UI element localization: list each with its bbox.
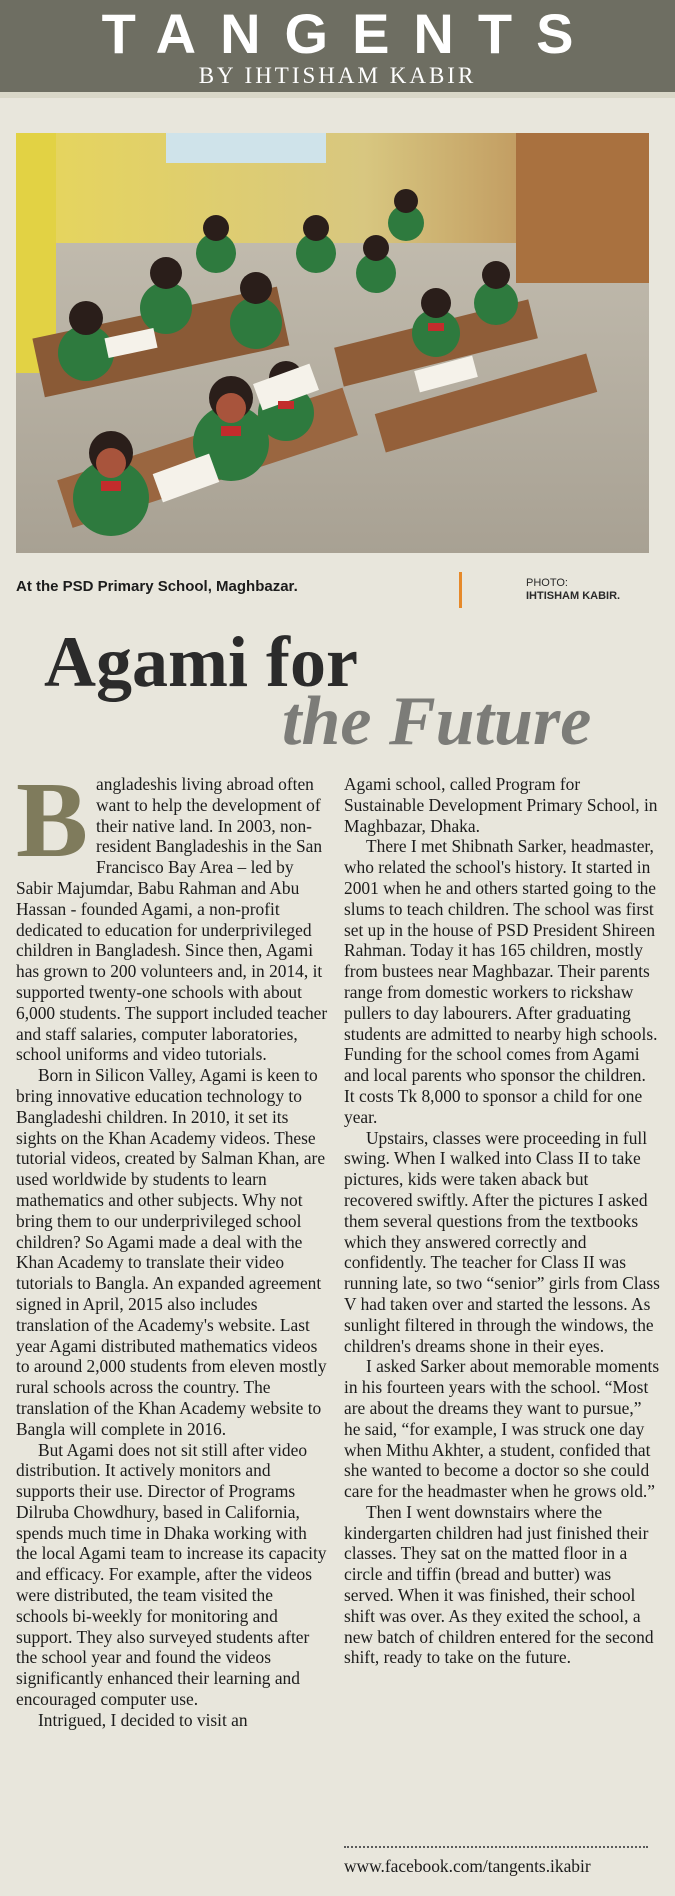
drop-cap: B [16,761,89,880]
headline-line-2: the Future [282,683,592,760]
article-paragraph: There I met Shibnath Sarker, headmaster, who related the school's history. It started in 2001 when he and others started going to the slums to teach children. The school was first set up in the house of PSD President Shireen Rahman. Today it has 165 children, mostly from bustees near Maghbazar. Their parents range from domestic workers to rickshaw pullers to day labourers. After graduating students are admitted to nearby high schools. Funding for the school comes from Agami and local parents who sponsor the children. It costs Tk 8,000 to sponsor a child for one year. [344,836,658,1127]
caption-divider [459,572,462,608]
classroom-photo [16,133,649,553]
photo-caption: At the PSD Primary School, Maghbazar. [16,578,298,595]
article-paragraph-text: angladeshis living abroad often want to help the development of their native land. In 2003, non-resident Bangladeshis in the San Francisco Bay Area – led by Sabir Majumdar, Babu Rahman and Abu Hassan - founded Agami, a non-profit dedicated to education for underprivileged children in Bangladesh. Since then, Agami has grown to 200 volunteers and, in 2014, it supported twenty-one schools with about 6,000 students. The support included teacher and staff salaries, computer laboratories, school uniforms and video tutorials. [16,774,328,1065]
article-paragraph: I asked Sarker about memorable moments in his fourteen years with the school. “Most are about the dreams they want to pursue,” he said, “for example, I was struck one day when Mithu Akhter, a student, confided that she wanted to become a doctor so she could care for the headmaster when he grows old.” [344,1356,660,1502]
website-link[interactable]: www.facebook.com/tangents.ikabir [344,1856,591,1876]
article-paragraph: Upstairs, classes were proceeding in full swing. When I walked into Class II to take pictures, kids were taken aback but recovered swiftly. After the pictures I asked them several questions from the textbooks which they answered correctly and confidently. The teacher for Class II was running late, so two “senior” girls from Class V had taken over and started the lessons. As sunlight filtered in through the windows, the children's dreams shone in their eyes. [344,1127,660,1356]
column-byline: BY IHTISHAM KABIR [198,63,477,88]
article-paragraph: But Agami does not sit still after video distribution. It actively monitors and supports their use. Director of Programs Dilruba Chowdhury, based in California, spends much time in Dhaka working with the local Agami team to increase its capacity and efficacy. For example, after the videos were distributed, the team visited the schools bi-weekly for monitoring and support. They also surveyed students after the school year and found the videos significantly enhanced their learning and encouraged computer use. [16,1439,327,1710]
masthead [0,0,675,98]
article-column-left [16,761,328,1731]
article-paragraph: Intrigued, I decided to visit an [38,1709,248,1730]
photo-credit-label: PHOTO: [526,577,568,589]
classroom-photo-icon [16,133,649,553]
article-column-right [344,774,660,1668]
article-paragraph: Then I went downstairs where the kindergarten children had just finished their classes. They sat on the matted floor in a circle and tiffin (bread and butter) was served. When it was finished, their school shift was over. As they exited the school, a new batch of children entered for the second shift, ready to take on the future. [344,1501,654,1668]
column-title: TANGENTS [101,2,598,65]
article-paragraph: Born in Silicon Valley, Agami is keen to bring innovative education technology to Bangladeshi children. In 2010, it set its sights on the Khan Academy videos. These tutorial videos, created by Salman Khan, are used worldwide by students to learn mathematics and other subjects. Why not bring them to our underprivileged school children? So Agami made a deal with the Khan Academy to translate their video tutorials to Bangla. An expanded agreement signed in April, 2015 also includes translation of the Academy's website. Last year Agami distributed mathematics videos to around 2,000 students from eleven mostly rural schools across the country. The translation of the Khan Academy website to Bangla will complete in 2016. [16,1065,327,1439]
footer-divider [344,1846,648,1848]
article-paragraph: Agami school, called Program for Sustainable Development Primary School, in Maghbazar, Dhaka. [344,774,658,836]
headline-line-1: Agami for [44,622,358,702]
photo-credit-name: IHTISHAM KABIR. [526,590,621,602]
article-paragraph [16,761,328,1065]
photo-credit [526,577,620,603]
